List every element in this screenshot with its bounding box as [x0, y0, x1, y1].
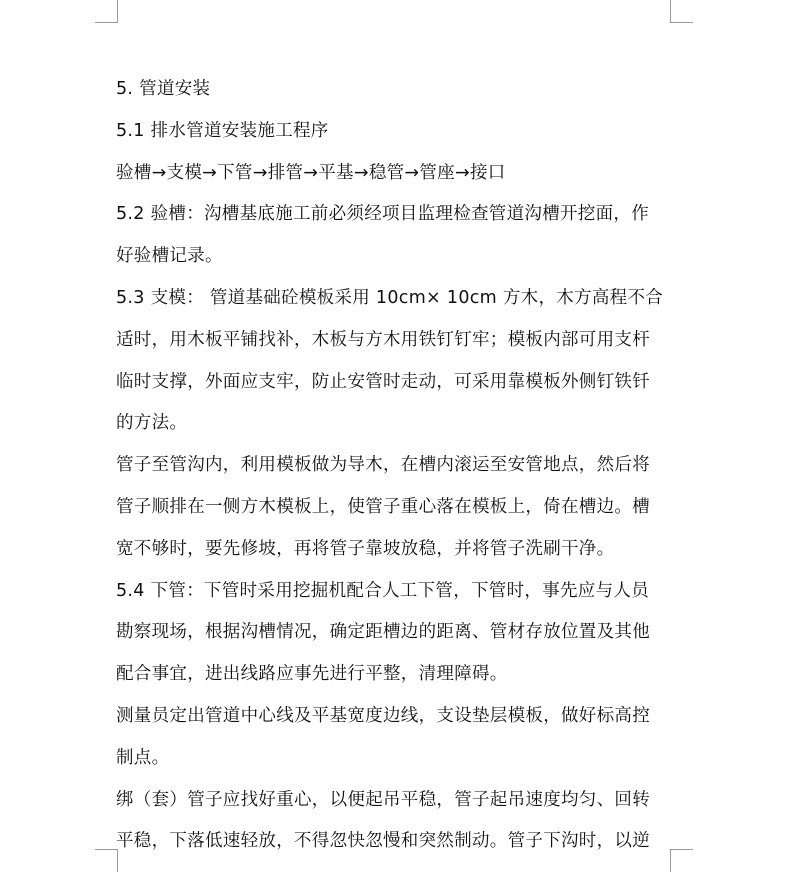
paragraph-line: 绑（套）管子应找好重心，以便起吊平稳，管子起吊速度均匀、回转 — [116, 789, 650, 810]
paragraph-line: 管子顺排在一侧方木模板上，使管子重心落在模板上，倚在槽边。槽 — [116, 496, 650, 517]
paragraph-line: 5.4 下管：下管时采用挖掘机配合人工下管，下管时，事先应与人员 — [116, 580, 649, 601]
paragraph-line: 平稳，下落低速轻放，不得忽快忽慢和突然制动。管子下沟时，以逆 — [116, 831, 650, 852]
crop-mark-bottom-left — [95, 849, 118, 872]
paragraph-line: 勘察现场，根据沟槽情况，确定距槽边的距离、管材存放位置及其他 — [116, 622, 650, 643]
crop-mark-bottom-right — [670, 849, 693, 872]
paragraph-line: 的方法。 — [116, 413, 188, 434]
crop-mark-top-left — [95, 0, 118, 23]
crop-mark-top-right — [670, 0, 693, 23]
section-heading: 5. 管道安装 — [116, 79, 211, 99]
paragraph-line: 管子至管沟内，利用模板做为导木，在槽内滚运至安管地点，然后将 — [116, 455, 650, 476]
subsection-heading: 5.1 排水管道安装施工程序 — [116, 120, 329, 141]
procedure-sequence: 验槽→支模→下管→排管→平基→稳管→管座→接口 — [116, 162, 506, 183]
paragraph-line: 配合事宜，进出线路应事先进行平整，清理障碍。 — [116, 664, 508, 685]
paragraph-line: 制点。 — [116, 747, 170, 768]
paragraph-line: 5.2 验槽：沟槽基底施工前必须经项目监理检查管道沟槽开挖面，作 — [116, 204, 649, 225]
paragraph-line: 适时，用木板平铺找补，木板与方木用铁钉钉牢；模板内部可用支杆 — [116, 329, 650, 350]
paragraph-line: 5.3 支模： 管道基础砼模板采用 10cm× 10cm 方木，木方高程不合 — [116, 287, 664, 308]
paragraph-line: 临时支撑，外面应支牢，防止安管时走动，可采用靠模板外侧钉铁钎 — [116, 371, 650, 392]
paragraph-line: 宽不够时，要先修坡，再将管子靠坡放稳，并将管子洗刷干净。 — [116, 538, 615, 559]
paragraph-line: 好验槽记录。 — [116, 246, 223, 267]
paragraph-line: 测量员定出管道中心线及平基宽度边线，支设垫层模板，做好标高控 — [116, 705, 650, 726]
document-body — [116, 74, 672, 868]
